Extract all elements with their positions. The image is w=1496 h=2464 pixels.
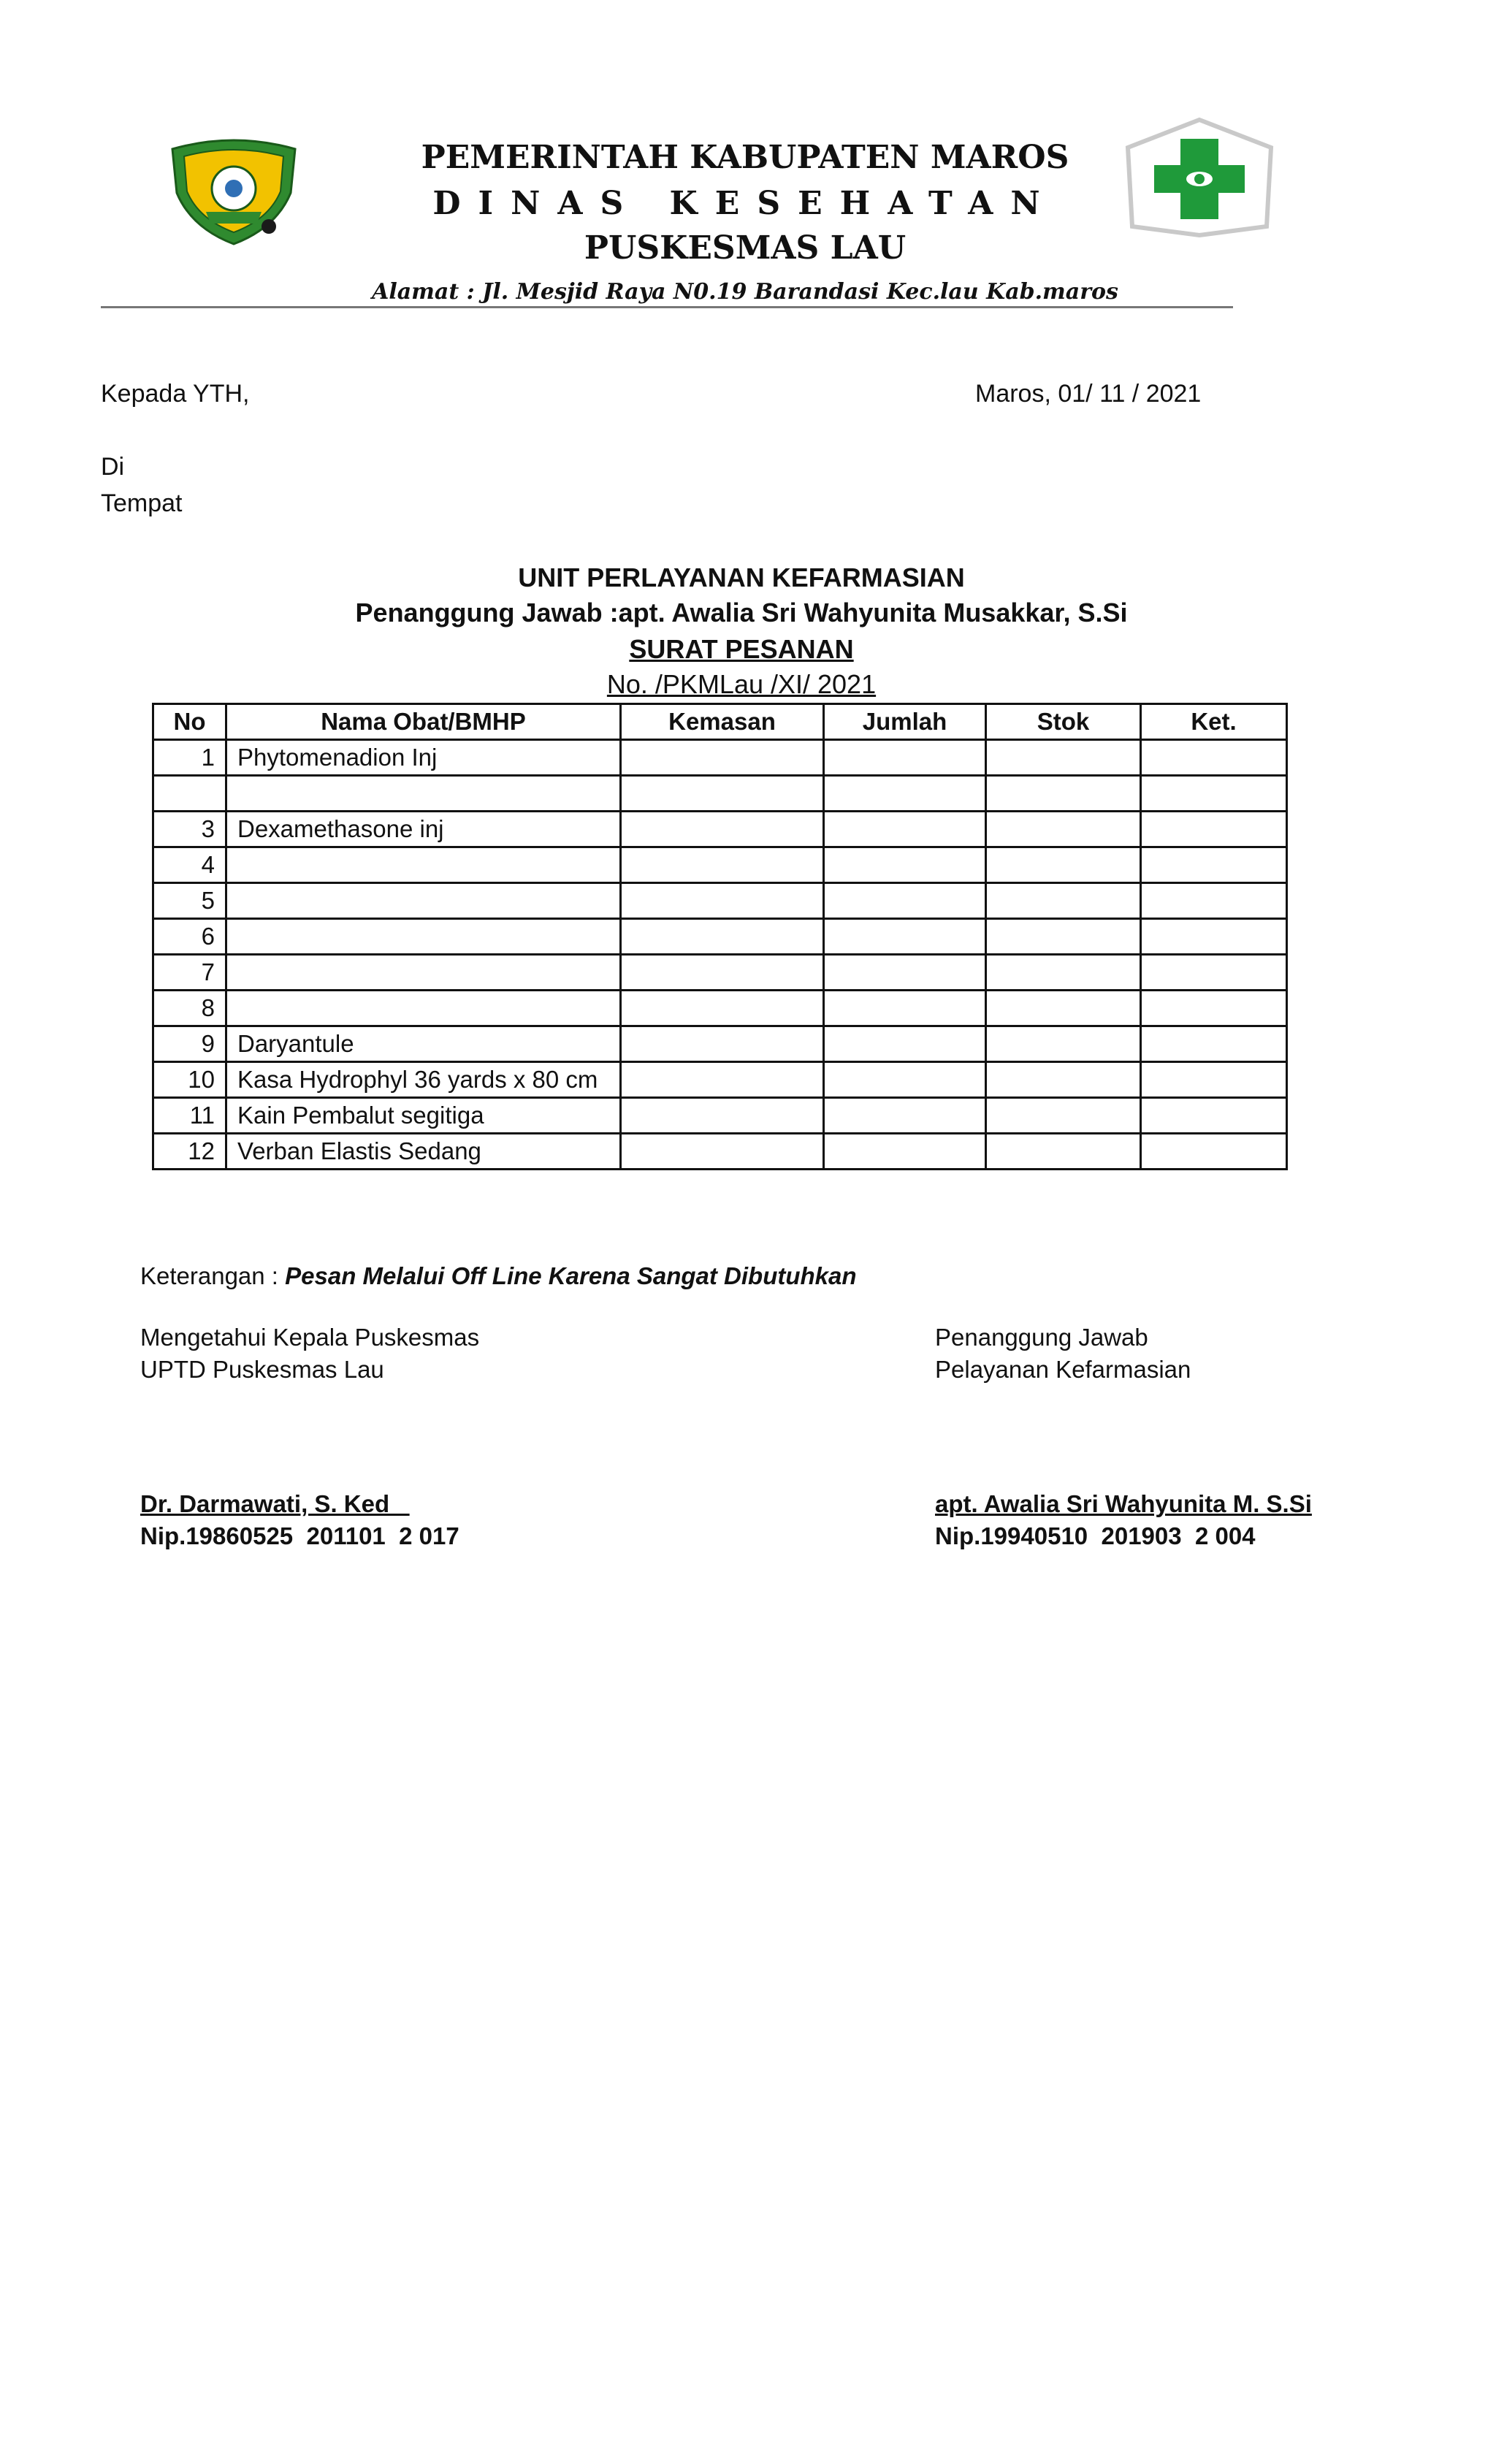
left-signer-title: Mengetahui Kepala Puskesmas	[140, 1324, 480, 1351]
left-signer-name: Dr. Darmawati, S. Ked	[140, 1490, 410, 1517]
row-no: 6	[153, 919, 226, 955]
table-row	[153, 812, 1287, 847]
document-title: SURAT PESANAN	[629, 634, 854, 664]
row-nama	[226, 847, 621, 883]
row-nama: Kasa Hydrophyl 36 yards x 80 cm	[226, 1062, 621, 1098]
col-jumlah: Jumlah	[824, 704, 986, 740]
header-address: Alamat : Jl. Mesjid Raya N0.19 Barandasi Kec.lau Kab.maros	[372, 279, 1118, 305]
table-row	[153, 1026, 1287, 1062]
table-row	[153, 955, 1287, 991]
remarks-text: Pesan Melalui Off Line Karena Sangat Dibutuhkan	[285, 1262, 857, 1289]
row-nama	[226, 776, 621, 812]
table-row	[153, 847, 1287, 883]
row-nama: Daryantule	[226, 1026, 621, 1062]
table-row	[153, 740, 1287, 776]
row-no	[153, 776, 226, 812]
row-no: 5	[153, 883, 226, 919]
left-signer-nip: Nip.19860525 201101 2 017	[140, 1522, 459, 1549]
header-divider	[101, 306, 1233, 308]
row-no: 1	[153, 740, 226, 776]
row-nama	[226, 991, 621, 1026]
row-nama: Kain Pembalut segitiga	[226, 1098, 621, 1134]
row-no: 4	[153, 847, 226, 883]
document-number: No. /PKMLau /XI/ 2021	[606, 669, 877, 699]
col-kemasan: Kemasan	[621, 704, 824, 740]
row-no: 10	[153, 1062, 226, 1098]
row-nama: Verban Elastis Sedang	[226, 1134, 621, 1170]
row-no: 9	[153, 1026, 226, 1062]
remarks	[140, 1262, 857, 1290]
right-signer-title: Penanggung Jawab	[935, 1324, 1148, 1351]
left-signer-unit: UPTD Puskesmas Lau	[140, 1356, 384, 1383]
right-signer-name: apt. Awalia Sri Wahyunita M. S.Si	[935, 1490, 1312, 1517]
col-stok: Stok	[986, 704, 1141, 740]
table-row	[153, 919, 1287, 955]
col-ket: Ket.	[1141, 704, 1287, 740]
remarks-label: Keterangan :	[140, 1262, 286, 1289]
maros-regency-emblem-icon	[167, 136, 301, 245]
row-no: 7	[153, 955, 226, 991]
row-no: 3	[153, 812, 226, 847]
recipient-di: Di	[101, 453, 125, 481]
recipient-place: Tempat	[101, 489, 183, 517]
right-signer-unit: Pelayanan Kefarmasian	[935, 1356, 1191, 1383]
recipient-line: Kepada YTH,	[101, 380, 250, 408]
row-no: 8	[153, 991, 226, 1026]
right-signer-nip: Nip.19940510 201903 2 004	[935, 1522, 1256, 1549]
unit-title: UNIT PERLAYANAN KEFARMASIAN	[518, 562, 965, 592]
header-department: DINAS KESEHATAN	[432, 185, 1058, 222]
responsible-person: Penanggung Jawab :apt. Awalia Sri Wahyunita Musakkar, S.Si	[355, 598, 1128, 628]
header-government: PEMERINTAH KABUPATEN MAROS	[421, 139, 1069, 176]
row-nama	[226, 883, 621, 919]
table-row	[153, 776, 1287, 812]
header-puskesmas: PUSKESMAS LAU	[584, 229, 907, 267]
row-no: 12	[153, 1134, 226, 1170]
table-row	[153, 1098, 1287, 1134]
row-nama	[226, 919, 621, 955]
row-nama	[226, 955, 621, 991]
order-table	[152, 703, 1288, 1170]
col-no: No	[153, 704, 226, 740]
table-row	[153, 883, 1287, 919]
row-nama: Phytomenadion Inj	[226, 740, 621, 776]
row-no: 11	[153, 1098, 226, 1134]
table-header-row	[153, 704, 1287, 740]
table-row	[153, 991, 1287, 1026]
row-nama: Dexamethasone inj	[226, 812, 621, 847]
col-nama: Nama Obat/BMHP	[226, 704, 621, 740]
table-row	[153, 1062, 1287, 1098]
table-row	[153, 1134, 1287, 1170]
letter-date: Maros, 01/ 11 / 2021	[975, 380, 1202, 408]
